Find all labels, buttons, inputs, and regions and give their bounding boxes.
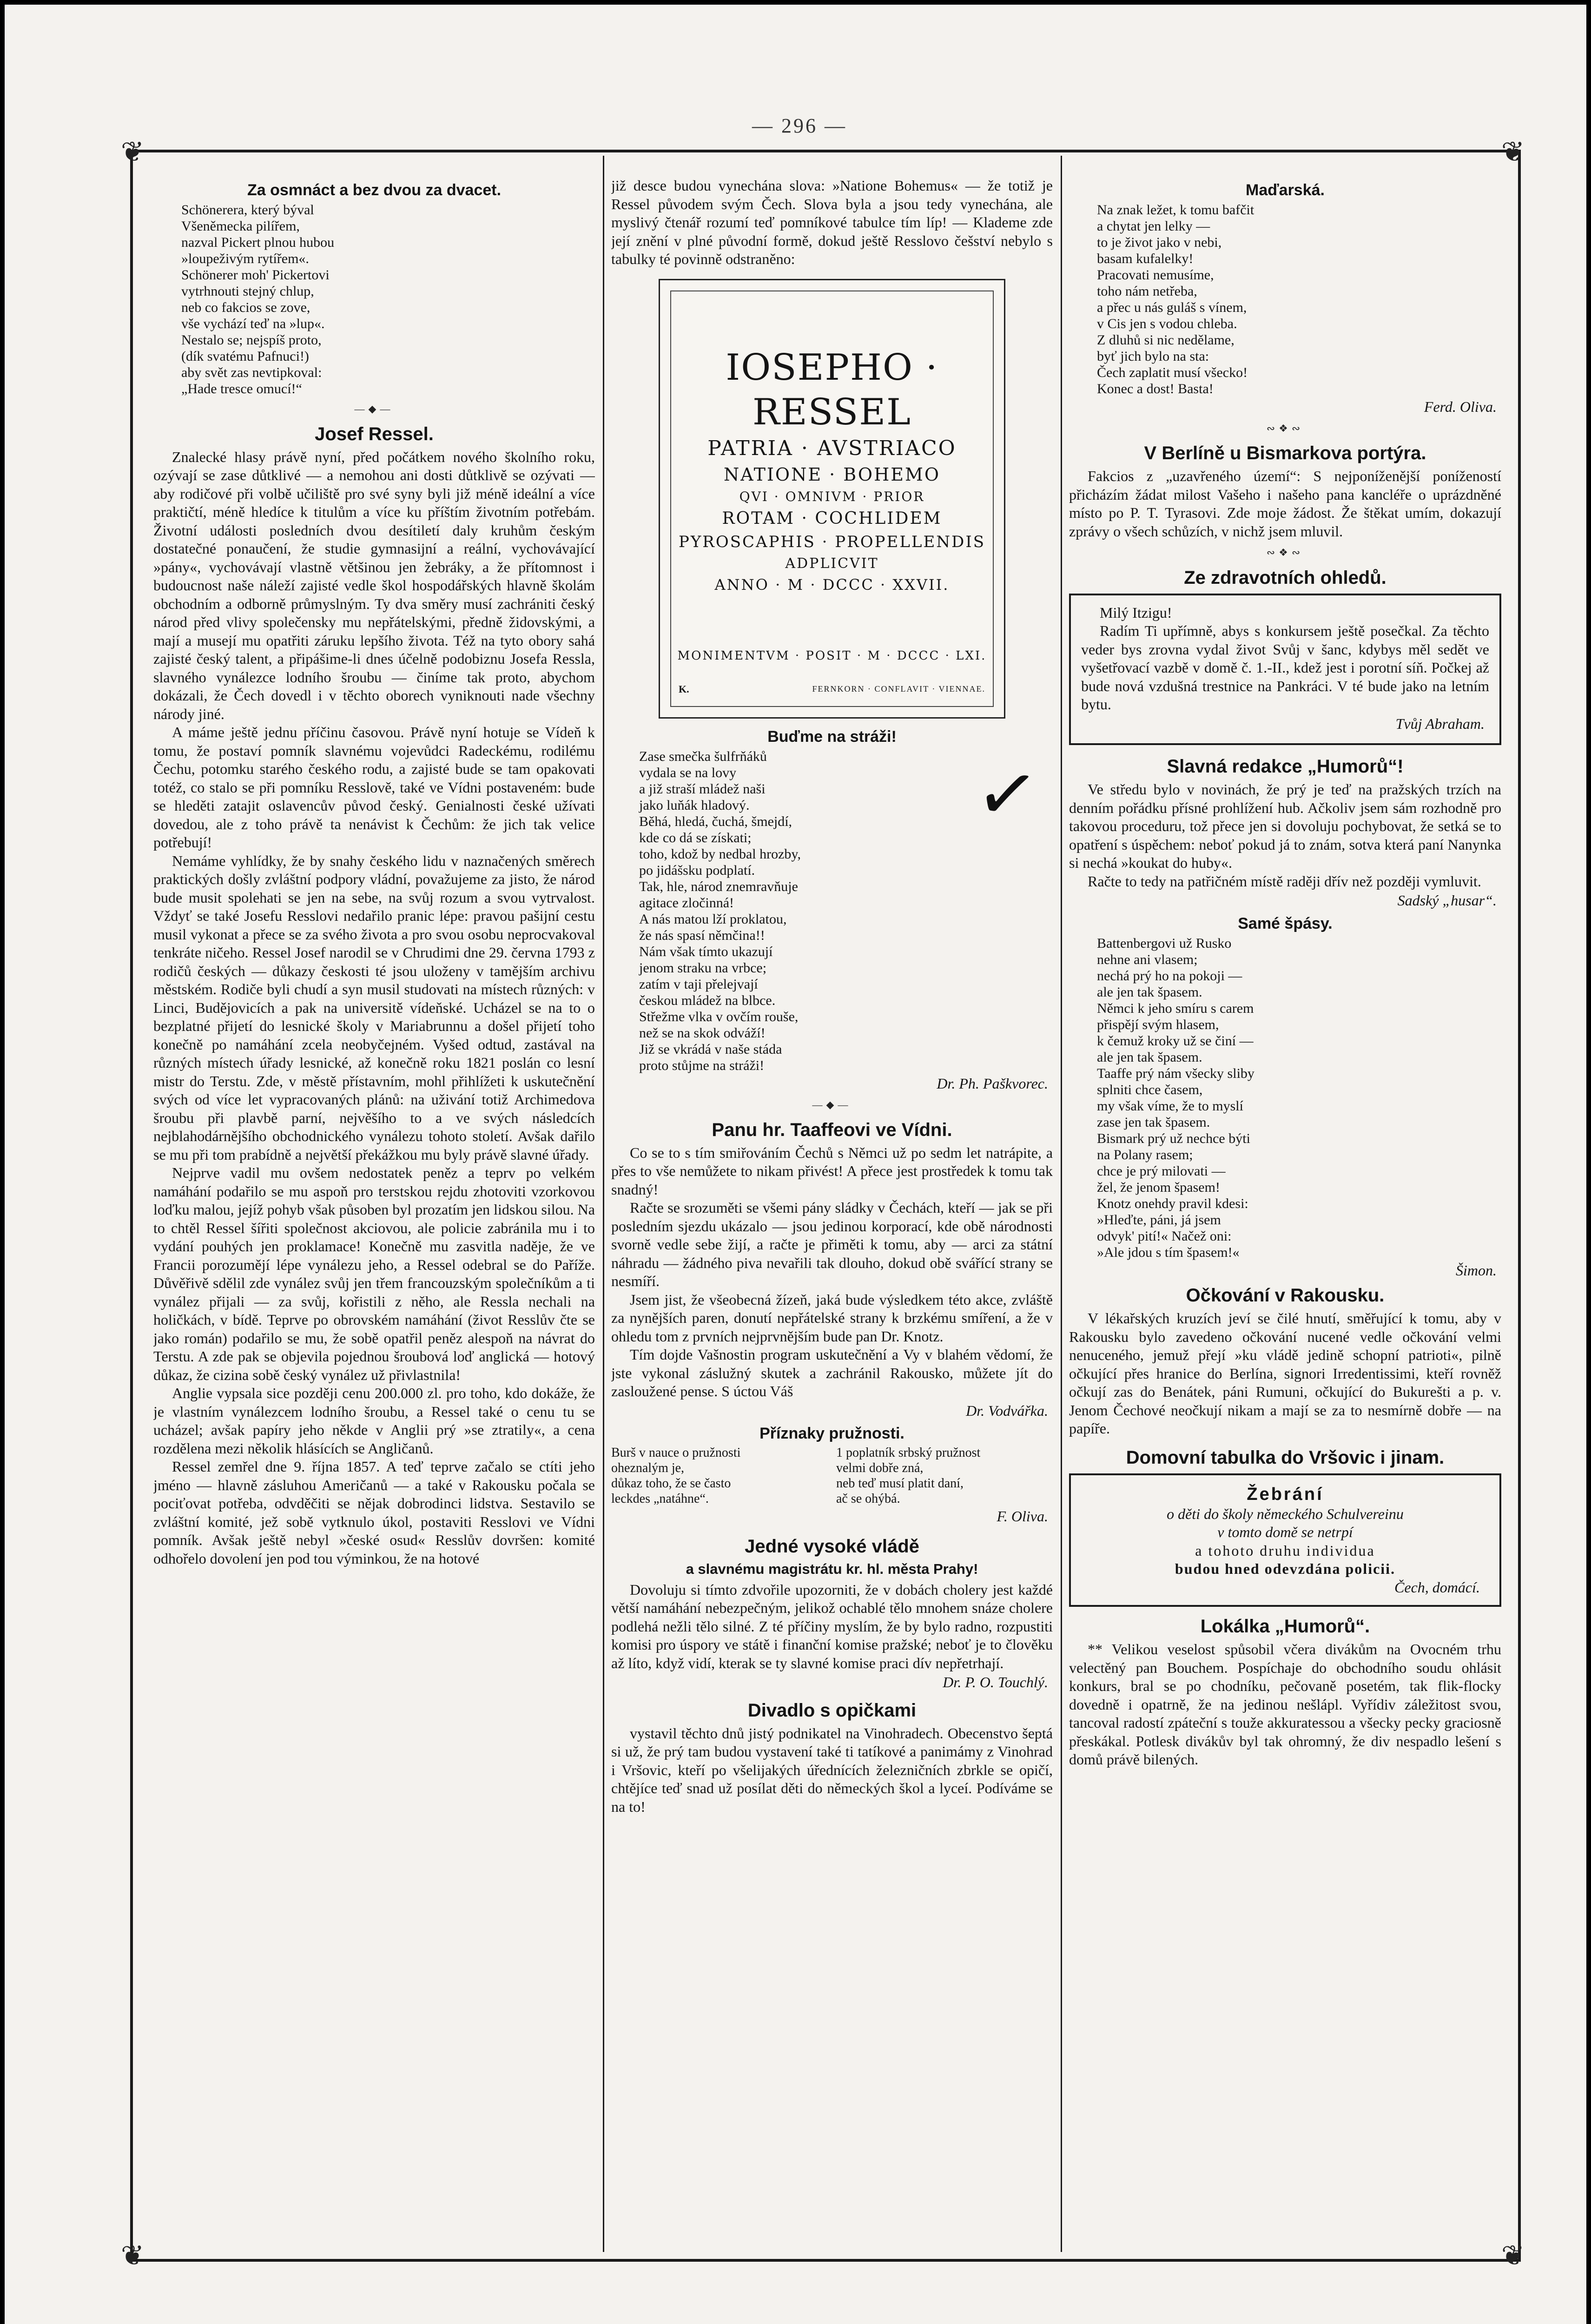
- sign-line: a tohoto druhu individua: [1195, 1542, 1375, 1559]
- paragraph: vystavil těchto dnů jistý podnikatel na Vinohradech. Obecenstvo šeptá si už, že prý tam budou vystavení také ti tatíkové a panimámy z Vinohrad i Vršovic, kteří po všelijakých úřednících železničních zbrkle se opičí, chtějíce teď snad už posílat děti do německých škol a lyceí. Podíváme se na to!: [611, 1724, 1053, 1815]
- two-column-verse: [611, 1445, 1053, 1506]
- article-title: Divadlo s opičkami: [747, 1700, 917, 1721]
- sign-line: Čech, domácí.: [1394, 1578, 1480, 1596]
- column-1: [153, 177, 595, 2245]
- article-title: Josef Ressel.: [315, 423, 434, 444]
- article-title: V Berlíně u Bismarkova portýra.: [1144, 443, 1426, 463]
- monument-plaque: [659, 279, 1005, 719]
- paragraph: Nejprve vadil mu ovšem nedostatek peněz a teprv po velkém namáhání podařilo se mu aspoň pro terstskou rejdu zhotoviti vzorkovou loďku malou, jejíž pohyb však působen byl prozatím jen lidskou silou. Na to chtěl Ressel šířiti společnost akciovou, ale policie zabránila mu i to vydání pouhých jen proklamace! Konečně mu zasvitla naděje, že ve Francii porozumějí lépe vynálezu jeho, a Ressel odebral se do Paříže. Důvěřivě sdělil zde vynález svůj jen třem francouzským společníkům a ti vynález přijali — za svůj, kořistili z něho, ale Ressla nechali na holičkách, v bídě. Teprve po obrovském namáhání (život Resslův čte se jako román) podařilo se mu, že sobě opatřil peněz alespoň na návrat do Terstu. A zde pak se objevila pojednou šroubová loď anglická — hotový důkaz, že cizina sobě český vynález už přivlastnila!: [153, 1164, 595, 1383]
- article-title: Buďme na stráži!: [767, 727, 897, 746]
- separator-icon: —◆—: [812, 1099, 852, 1110]
- article-title: Ze zdravotních ohledů.: [1184, 567, 1386, 588]
- paragraph: A máme ještě jednu příčinu časovou. Právě nyní hotuje se Vídeň k tomu, že postaví pomník slavnému vojevůdci Radeckému, rodilému Čechu, potomku starého českého rodu, a zajisté bude se tam opakovati totéž, co stalo se při pomníku Resslově, také ve Vídni postaveném: bude se hleděti zatajit oslavencův původ český. Genialnosti české užívati dovedou, ale z toho právě ta nenávist k Čechům: že jich tak velice potřebují!: [153, 724, 595, 851]
- article-title: Panu hr. Taaffeovi ve Vídni.: [712, 1119, 952, 1140]
- article-title: Domovní tabulka do Vršovic i jinam.: [1126, 1447, 1445, 1468]
- plaque-line: ANNO · M · DCCC · XXVII.: [714, 575, 950, 594]
- paragraph: Fakcios z „uzavřeného území“: S nejponíženější ponížeností přicházím žádat milost Vašeho i našeho pana kancléře o uprázdněné místo po P. T. Tyrasovi. Zde moje žádost. Že štěkat umím, dokazují zprávy o všech schůzích, v nichž jsem mluvil.: [1069, 468, 1501, 540]
- article-title: Samé špásy.: [1238, 914, 1333, 932]
- paragraph: Znalecké hlasy právě nyní, před počátkem nového školního roku, ozývají se zase důtklivé — a nemohou ani dosti důtklivě se ozývati — aby rodičové při volbě učiliště pro své syny byli již méně ideální a více praktičtí, méně hledíce k titulům a více ku příštím životním potřebám. Životní události posledních dvou desítiletí daly kruhům českým dostatečné ponaučení, že studie gymnasijní a reální, vychovávající »pány«, vychovávají vlastně většinou jen žebráky, a že přítomnost i budoucnost naše náleží zajisté vedle škol hospodářských hlavně školám obchodním a odborně průmyslným. Ty dva směry musí zachrániti český národ před vlivy společensky mu nepřátelskými, předně židovskými, a mají a musejí mu opatřiti záruku lepšího života. Též na tyto obory sahá zajisté český talent, a připášime-li dnes účelně podobiznu Josefa Ressla, slavného vynálezce lodního šroubu — činíme tak proto, abychom dokázali, že Čech dovedl i v těchto oborech vyniknouti nade všechny národy jiné.: [153, 448, 595, 722]
- paragraph: Co se to s tím smiřováním Čechů s Němci už po sedm let natrápite, a přes to vše nemůžete to nikam přivést! A přece jest prostředek k tomu tak snadný!: [611, 1144, 1053, 1198]
- article-title: Jedné vysoké vládě: [745, 1536, 919, 1557]
- plaque-line: IOSEPHO · RESSEL: [726, 346, 938, 433]
- signature: Dr. Vodvářka.: [966, 1402, 1048, 1419]
- paragraph: Jsem jist, že všeobecná žízeň, jaká bude výsledkem této akce, zvláště za nynějších paren, donutí nepřátelské strany k brzkému smíření, a že v ohledu tom z prvních nejprvnějším bude pan Dr. Knotz.: [611, 1291, 1053, 1345]
- column-rule-2: [1061, 156, 1062, 2252]
- plaque-line: PATRIA · AVSTRIACO: [707, 436, 957, 460]
- separator-icon: —◆—: [354, 403, 394, 415]
- paragraph: Račte to tedy na patřičném místě raději dřív než později vymluvit.: [1088, 872, 1481, 890]
- signature: F. Oliva.: [997, 1508, 1048, 1525]
- column-rule-1: [603, 156, 604, 2252]
- article-title: Příznaky pružnosti.: [759, 1425, 904, 1442]
- corner-ornament-top-right-icon: ❦: [1501, 137, 1525, 167]
- page-number: — 296 —: [752, 114, 847, 137]
- paragraph: již desce budou vynechána slova: »Natione Bohemus« — že totiž je Ressel původem svým Čech. Slova byla a jsou tedy vynechána, ale myslivý čtenář rozumí teď pomníkové tabulce tím líp! — Klademe zde její znění v plné původní formě, dokud ještě Resslovo češství nebylo s tabulky té povinně odstraněno:: [611, 177, 1053, 267]
- plaque-line: ADPLICVIT: [785, 555, 879, 572]
- poem: Battenbergovi už Rusko nehne ani vlasem; nechá prý ho na pokoji — ale jen tak špasem. Němci k jeho smíru s carem přispějí svým hlasem, k čemuž kroky už se činí — ale jen tak špasem. Taaffe prý nám všecky sliby splniti chce časem, my však víme, že to myslí zase jen tak špasem. Bismark prý už nechce býti na Polany rasem; chce je prý milovati — žel, že jenom špasem! Knotz onehdy pravil kdesi: »Hleďte, páni, já jsem odvyk' pití!« Načež oni: »Ale jdou s tím špasem!«: [1097, 935, 1254, 1260]
- paragraph: Nemáme vyhlídky, že by snahy českého lidu v naznačených směrech praktických došly zvláštní podpory vládní, považujeme za jisto, že národ bude musit spolehati se jen na sebe, na svůj rozum a svou vytrvalost. Vždyť se také Josefu Resslovi nedařilo pranic lépe: pravou pašijní cestu musil vykonat a přece se za svého života a pro svou osobu neprocvakoval tenkráte ničeho. Ressel Josef narodil se v Chrudimi dne 29. června 1793 z rodičů českých — důkazy českosti té jsou uloženy v tamějším archivu městském. Rodiče byli chudí a syn musil studovati na místech různých: v Linci, Budějovicích a pak na universitě vídeňské. Ucházel se na to o bezplatné přijetí do lesnické školy v Mariabrunnu a došel přijetí toho konečně po namáhání zcela neobyčejném. Vyšed odtud, zastával na různých místech úřady lesnické, až konečně roku 1821 poslán co lesní mistr do Terstu. Zde, v městě přístavním, mohl přihlížeti k uskutečnění svých od více let vypracovaných plánů: na uživání totiž Archimedova šroubu při plavbě parní, nejvěšího to a ve svých následcích nejblahodárnějšího obchodnického vynálezu tohoto století. Avšak dařilo se mu při tom prabídně a největší překážkou mu byly právě slavné úřady.: [153, 852, 595, 1163]
- paragraph: V lékařských kruzích jeví se čilé hnutí, směřující k tomu, aby v Rakousku bylo zavedeno očkování nucené vedle očkování velmi nenuceného, jemuž přejí »ku vládě jedině schopní patrioti«, pilně očkující přes hranice do Berlína, signori Irredentissimi, kteří rovněž očkují zas do Benátek, páni Rumuni, očkující do Bukurešti a p. v. Jenom Čechové neočkují nikam a mají se za to nesmírně dobře — na papíře.: [1069, 1310, 1501, 1437]
- signature: Šimon.: [1456, 1261, 1497, 1279]
- article-title: Maďarská.: [1246, 181, 1325, 199]
- article-title: Lokálka „Humorů“.: [1200, 1616, 1370, 1637]
- plaque-footer-right: FERNKORN · CONFLAVIT · VIENNAE.: [812, 684, 985, 693]
- article-title: Za osmnáct a bez dvou za dvacet.: [247, 181, 502, 199]
- signature: Tvůj Abraham.: [1395, 715, 1485, 732]
- sign-line: v tomto domě se netrpí: [1217, 1524, 1353, 1540]
- corner-ornament-bottom-right-icon: ❦: [1501, 2240, 1525, 2271]
- signature: Dr. P. O. Touchlý.: [943, 1674, 1048, 1690]
- signature: Ferd. Oliva.: [1424, 398, 1497, 415]
- signature: Dr. Ph. Paškvorec.: [937, 1075, 1048, 1092]
- sign-line: Žebrání: [1247, 1484, 1324, 1504]
- letter-box: [1069, 594, 1501, 746]
- paragraph: Anglie vypsala sice později cenu 200.000 zl. pro toho, kdo dokáže, že je vlastním vynálezcem lodního šroubu, a Ressel také o cenu tu se ucházel; avšak papíry jeho někde v Anglii prý »se ztratily«, a cena rozdělena mezi několik hlásících se Angličanů.: [153, 1385, 595, 1457]
- paragraph: Tím dojde Vašnostin program uskutečnění a Vy v blahém vědomí, že jste vykonal záslužný skutek a zachránil Rakousko, můžete jít do zasloužené pense. S úctou Váš: [611, 1346, 1053, 1400]
- poem: Schönerera, který býval Všeněmecka pilířem, nazval Pickert plnou hubou »loupeživým rytířem«. Schönerer moh' Pickertovi vytrhnouti stejný chlup, neb co fakcios se zove, vše vychází teď na »lup«. Nestalo se; nejspíš proto, (dík svatému Pafnuci!) aby svět zas nevtipkoval: „Hade tresce omucí!“: [181, 202, 335, 396]
- paragraph: ** Velikou veselost spůsobil včera divákům na Ovocném trhu velectěný pan Bouchem. Pospíchaje do obchodního soudu ohlásit konkurs, bral se po chodníku, pečovaně posetém, tak flik-flocky dovedně i opatrně, že na jedinou nešlápl. Vyřídiv záležitost svou, tancoval radostí zpáteční s touže akkuratessou a všecky pecky graciosně přeskákal. Potlesk divákův byl tak ohromný, že div nespadlo lešení s domů právě bilených.: [1069, 1641, 1501, 1768]
- column-3: [1069, 177, 1501, 2245]
- verse-left: Burš v nauce o pružnosti oheznalým je, důkaz toho, že se často leckdes „natáhne“.: [611, 1446, 741, 1506]
- corner-ornament-bottom-left-icon: ❦: [120, 2240, 145, 2271]
- checkmark-icon: ✓: [970, 749, 1044, 840]
- paragraph: Dovoluju si tímto zdvořile upozorniti, že v dobách cholery jest každé větší namáhání nebezpečným, jelikož ochablé tělo mnohem snáze cholere podlehá nežli tělo silné. Z té příčiny myslím, že by bylo radno, rozpustiti komisi pro úspory ve státě i finanční komise pražské; neboť je to člověku až líto, když vidí, kterak se ty slavné komise praci dív nepřetrhají.: [611, 1581, 1053, 1671]
- verse-right: 1 poplatník srbský pružnost velmi dobře zná, neb teď musí platit daní, ač se ohýbá.: [836, 1446, 981, 1506]
- column-2: [611, 177, 1053, 2245]
- sign-line: budou hned odevzdána policii.: [1175, 1560, 1396, 1577]
- greeting: Milý Itzigu!: [1100, 604, 1172, 621]
- poem: Zase smečka šulfrňáků vydala se na lovy a již straší mládež naši jako luňák hladový. Běhá, hledá, čuchá, šmejdí, kde co dá se získati; toho, kdož by nedbal hrozby, po jidášsku podplatí. Tak, hle, národ znemravňuje agitace zločinná! A nás matou lží proklatou, že nás spasí němčina!! Nám však tímto ukazují jenom straku na vrbce; zatím v taji přelejvají českou mládež na blbce. Střežme vlka v ovčím rouše, než se na skok odváží! Již se vkrádá v naše stáda proto stůjme na stráži!: [639, 748, 801, 1073]
- separator-icon: ∾❖∾: [1266, 547, 1304, 558]
- plaque-line: ROTAM · COCHLIDEM: [722, 508, 942, 528]
- plaque-line: QVI · OMNIVM · PRIOR: [739, 489, 925, 504]
- article-subtitle: a slavnému magistrátu kr. hl. města Prahy!: [686, 1560, 978, 1577]
- signature: Sadský „husar“.: [1397, 892, 1497, 909]
- article-title: Očkování v Rakousku.: [1186, 1285, 1385, 1306]
- plaque-footer-left: K.: [679, 683, 689, 695]
- newspaper-page: [5, 5, 1586, 2324]
- corner-ornament-top-left-icon: ❦: [120, 137, 145, 167]
- plaque-line: PYROSCAPHIS · PROPELLENDIS: [678, 532, 986, 551]
- plaque-line: NATIONE · BOHEMO: [723, 464, 941, 485]
- plaque-line: MONIMENTVM · POSIT · M · DCCC · LXI.: [677, 648, 987, 663]
- paragraph: Račte se srozuměti se všemi pány sládky v Čechách, kteří — jak se při posledním sjezdu ukázalo — jsou jedinou korporací, kde obě národnosti svorně vedle sebe žijí, a račte je přiměti k tomu, aby — arci za státní náhradu — žádného piva nevařili tak dlouho, dokud obě svářící strany se nesmíří.: [611, 1199, 1053, 1289]
- article-title: Slavná redakce „Humorů“!: [1167, 756, 1404, 777]
- separator-icon: ∾❖∾: [1266, 422, 1304, 434]
- sign-line: o děti do školy německého Schulvereinu: [1167, 1505, 1404, 1522]
- paragraph: Radím Ti upřímně, abys s konkursem ještě posečkal. Za těchto veder bys zrovna vydal život Svůj v šanc, kdybys měl sedět ve vyšetřovací vazbě v domě č. 1.-II., kdež jest i porotní síň. Počkej až bude nová vzdušná trestnice na Pankráci. V té bude jako na letním bytu.: [1081, 622, 1489, 713]
- poem: Na znak ležet, k tomu bafčit a chytat jen lelky — to je život jako v nebi, basam kufalelky! Pracovati nemusíme, toho nám netřeba, a přec u nás guláš s vínem, v Cis jen s vodou chleba. Z dluhů si nic nedělame, byť jich bylo na sta: Čech zaplatit musí všecko! Konec a dost! Basta!: [1097, 202, 1254, 396]
- paragraph: Ressel zemřel dne 9. října 1857. A teď teprve začalo se ctíti jeho jméno — hlavně zásluhou Američanů — a také v Rakousku počala se pociťovat potřeba, odvděčiti se nějak dobrodinci lidstva. Sestavilo se zvláštní komité, jež sobě vytknulo úkol, postaviti Resslovi ve Vídni pomník. Avšak ještě nebyl »české osud« Resslův dovršen: komité odhořelo dovolení jen pod tou výminkou, že na hotové: [153, 1458, 595, 1567]
- house-sign-box: [1069, 1473, 1501, 1607]
- paragraph: Ve středu bylo v novinách, že prý je teď na pražských trzích na denním pořádku přísné prohlížení hub. Ačkoliv jsem sám rozhodně pro takovou proceduru, tož přece jen si dovoluju pochybovat, že setká se to opatření s úspěchem: neboť pokud já to znám, sotva která paní Nanynka si nechá »koukat do huby«.: [1069, 781, 1501, 871]
